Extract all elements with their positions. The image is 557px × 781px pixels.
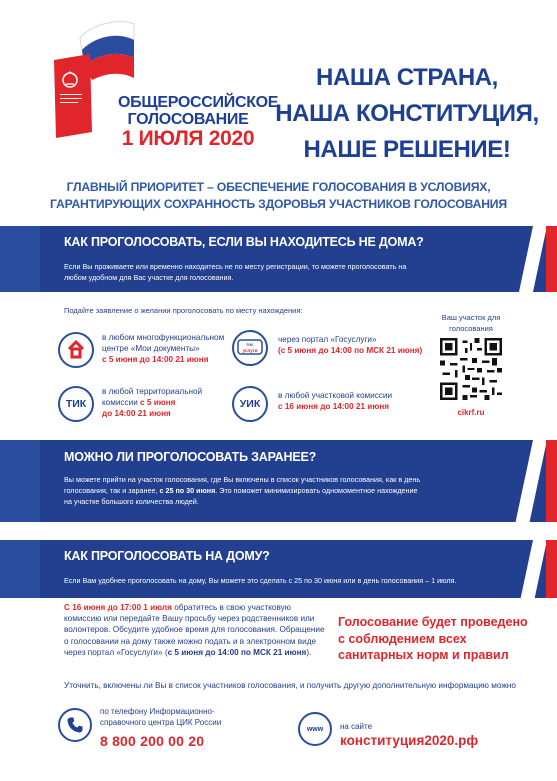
section-early-body — [64, 474, 424, 507]
option-mfc — [102, 332, 232, 365]
qr-caption: Ваш участок для голосования — [441, 313, 501, 333]
section-early-body-a: Вы можете прийти на участок голосования, где Вы включены в список участников голосования, как в день голосования, так и заранее, — [64, 475, 421, 495]
option-uik — [278, 390, 436, 412]
option-mfc-dates: с 5 июня до 14:00 21 июня — [102, 355, 209, 364]
band-white-stripe — [519, 226, 547, 292]
headline-line-1: НАША СТРАНА, — [316, 64, 498, 91]
sanitary-notice: Голосование будет проведено с соблюдением всех санитарных норм и правил — [338, 615, 528, 662]
gosuslugi-icon — [232, 330, 268, 366]
band-red-stripe — [546, 226, 557, 292]
band-left-wing — [0, 440, 40, 522]
uik-icon: УИК — [232, 386, 268, 422]
band-white-stripe — [521, 540, 547, 598]
section-early-title: МОЖНО ЛИ ПРОГОЛОСОВАТЬ ЗАРАНЕЕ? — [64, 450, 317, 464]
option-tik-dates-b: до 14:00 21 июня — [102, 409, 171, 418]
option-uik-text: в любой участковой комиссии — [278, 391, 393, 400]
svg-text:услуги: услуги — [242, 348, 258, 353]
home-dates-1: С 16 июня до 17:00 1 июля — [64, 603, 172, 612]
headline-line-2: НАША КОНСТИТУЦИЯ, — [275, 100, 539, 127]
home-text-2: ). — [306, 647, 312, 657]
section-away-band — [0, 226, 557, 292]
section-home-band — [0, 540, 557, 598]
section-early-body-dates: с 25 по 30 июня — [159, 486, 216, 495]
logo-date: 1 ИЮЛЯ 2020 — [121, 127, 255, 150]
option-mfc-text: в любом многофункциональном центре «Мои документы» — [102, 333, 225, 353]
site-link[interactable]: конституция2020.рф — [340, 733, 479, 748]
logo-title — [118, 94, 279, 150]
band-left-wing — [0, 540, 40, 598]
clarify-text: Уточнить, включены ли Вы в список участников голосования, и получить другую дополнительную информацию можно — [64, 681, 516, 690]
band-left-wing — [0, 226, 40, 292]
phone-caption: по телефону Информационно-справочного центра ЦИК России — [100, 707, 222, 727]
option-gosuslugi — [278, 334, 436, 356]
www-icon: www — [298, 712, 332, 746]
priority-statement: ГЛАВНЫЙ ПРИОРИТЕТ – ОБЕСПЕЧЕНИЕ ГОЛОСОВАНИЯ В УСЛОВИЯХ, ГАРАНТИРУЮЩИХ СОХРАННОСТЬ ЗДОРОВЬЯ УЧАСТНИКОВ ГОЛОСОВАНИЯ — [50, 180, 507, 211]
section-away-body: Если Вы проживаете или временно находитесь не по месту регистрации, то можете проголосовать на любом удобном для Вас участке для голосования. — [64, 262, 407, 282]
headline-line-3: НАШЕ РЕШЕНИЕ! — [303, 136, 511, 163]
svg-text:гос: гос — [246, 342, 254, 347]
home-dates-2: с 5 июня до 14:00 по МСК 21 июня — [167, 647, 307, 657]
mfc-icon — [58, 332, 94, 368]
hotline-number[interactable]: 8 800 200 00 20 — [100, 733, 205, 749]
qr-code[interactable] — [440, 338, 502, 400]
logo-line-1: ОБЩЕРОССИЙСКОЕ — [118, 94, 279, 111]
option-tik-text: в любой территориальной комиссии — [102, 387, 203, 407]
headline — [262, 60, 552, 168]
site-caption: на сайте — [340, 722, 373, 731]
band-red-stripe — [546, 440, 557, 522]
section-home-title: КАК ПРОГОЛОСОВАТЬ НА ДОМУ? — [64, 549, 270, 563]
qr-link[interactable]: cikrf.ru — [457, 408, 485, 417]
section-home-body: Если Вам удобнее проголосовать на дому, Вы можете это сделать с 25 по 30 июня или в день голосования – 1 июля. — [64, 576, 457, 585]
phone-icon — [58, 708, 92, 742]
section-early-band — [0, 440, 557, 522]
logo-line-2: ГОЛОСОВАНИЕ — [127, 111, 249, 128]
option-tik — [102, 386, 222, 419]
band-red-stripe — [546, 540, 557, 598]
option-tik-dates-a: с 5 июня — [140, 398, 176, 407]
option-gosuslugi-text: через портал «Госуслуги» — [278, 335, 377, 344]
section-early-body-b: . Это поможет минимизировать одномоментное нахождение на участке большого количества людей. — [64, 486, 418, 506]
home-text-1: обратитесь в свою участковую комиссию или передайте Вашу просьбу через родственников или волонтеров. Обсудите удобное время для голосования. Обращение о голосовании на дому также можно подать и в электронном виде через портал «Госуслуги» ( — [64, 603, 325, 657]
option-uik-dates: с 16 июня до 14:00 21 июня — [278, 402, 390, 411]
section-away-title: КАК ПРОГОЛОСОВАТЬ, ЕСЛИ ВЫ НАХОДИТЕСЬ НЕ ДОМА? — [64, 235, 424, 249]
option-gosuslugi-dates: (с 5 июня до 14:00 по МСК 21 июня) — [278, 346, 423, 355]
application-subhead: Подайте заявление о желании проголосовать по месту нахождения: — [64, 306, 303, 315]
home-vote-instructions — [64, 602, 326, 658]
tik-icon: ТИК — [58, 386, 94, 422]
band-white-stripe — [516, 440, 547, 522]
